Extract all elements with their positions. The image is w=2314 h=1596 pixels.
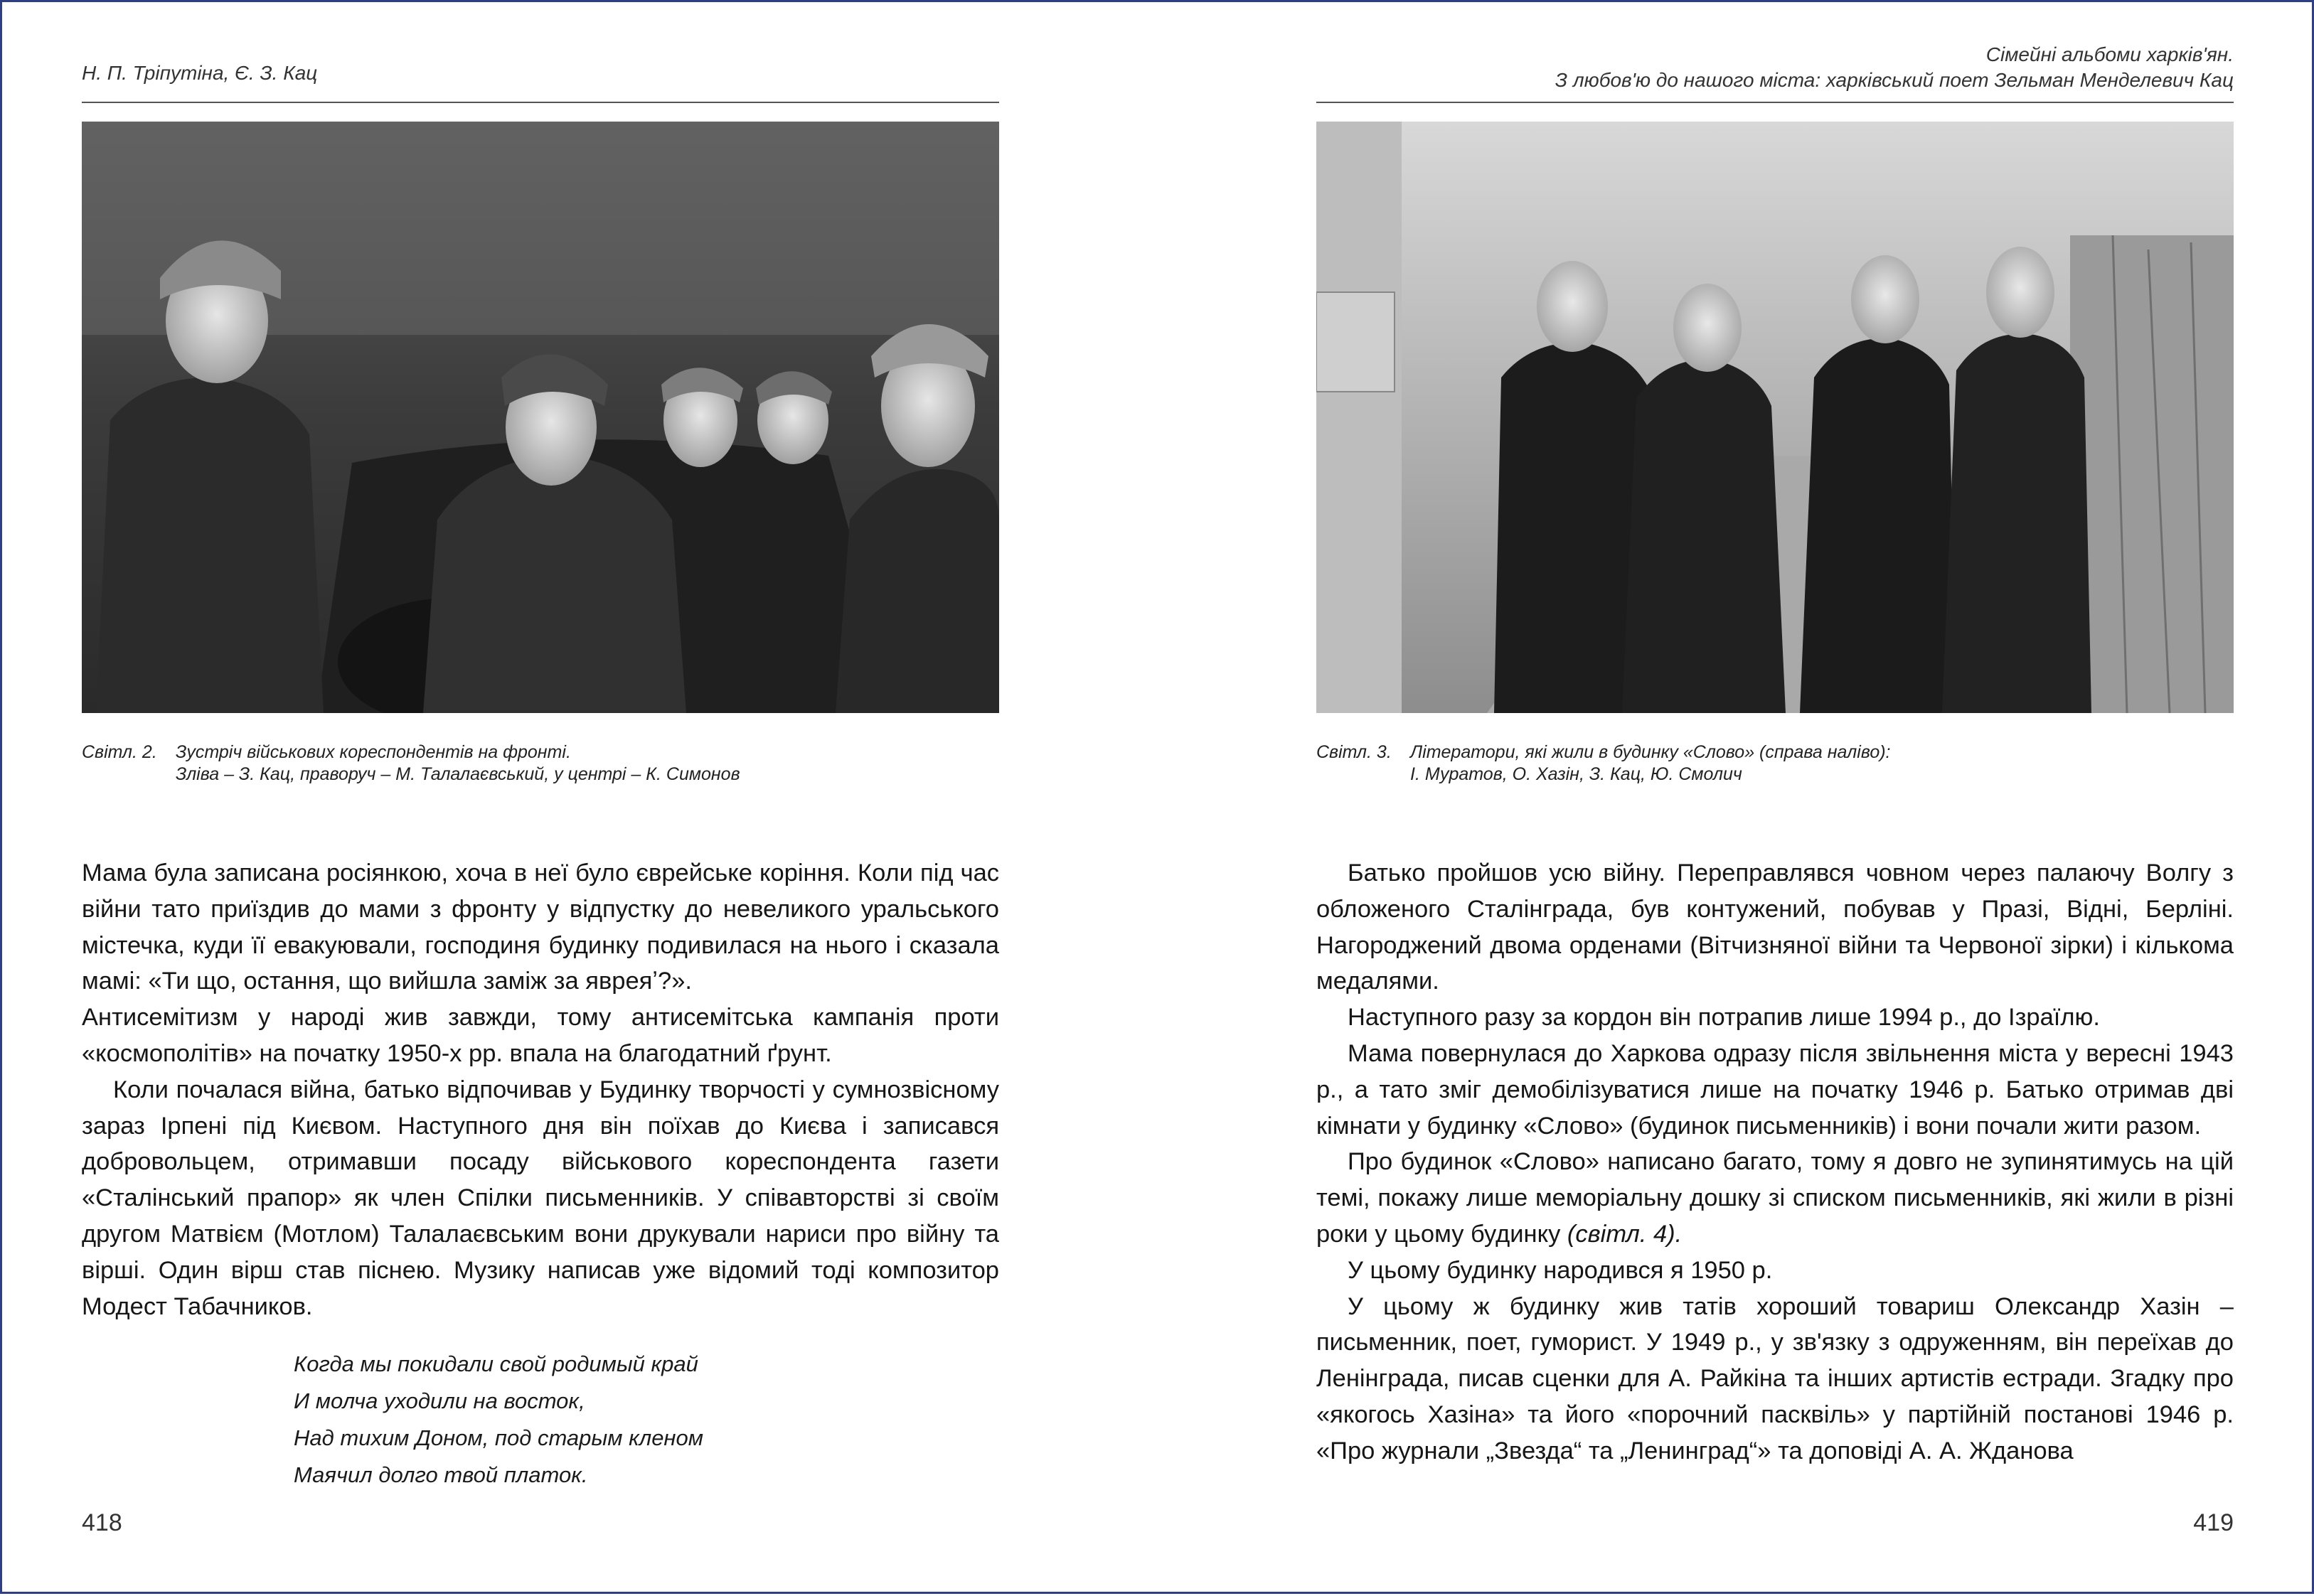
paragraph: Антисемітизм у народі жив завжди, тому антисемітська кампанія проти «космополітів» на початку 1950-х рр. впала на благодатний ґрунт. xyxy=(82,1004,999,1067)
photo-writers-slovo-house-image xyxy=(1316,122,2234,713)
photo-writers-slovo-house xyxy=(1316,122,2234,713)
caption-line: Літератори, які жили в будинку «Слово» (справа наліво): xyxy=(1410,742,1891,762)
left-page xyxy=(82,2,999,1596)
body-text-left xyxy=(82,855,999,1324)
verse-line: Над тихим Доном, под старым кленом xyxy=(294,1425,703,1450)
photo-war-correspondents-image xyxy=(82,122,999,713)
paragraph: У цьому будинку народився я 1950 р. xyxy=(1348,1256,1773,1284)
paragraph: Батько пройшов усю війну. Переправлявся човном через палаючу Волгу з обложеного Сталінграда, був контужений, побував у Празі, Відні, Берліні. Нагороджений двома орденами (Вітчизняної війни та Червоної зірки) і кількома медалями. xyxy=(1316,859,2234,995)
paragraph-with-ref xyxy=(1316,1144,2234,1252)
paragraph-text: Про будинок «Слово» написано багато, тому я довго не зупинятимусь на цій темі, покажу лише меморіальну дошку зі списком письменників, які жили в різні роки у цьому будинку xyxy=(1316,1148,2234,1248)
running-header-line: З любов'ю до нашого міста: харківський поет Зельман Менделевич Кац xyxy=(1555,69,2234,91)
photo-ref-link: (світл. 4). xyxy=(1567,1220,1683,1248)
running-header-left: Н. П. Тріпутіна, Є. З. Кац xyxy=(82,62,318,84)
caption-line: Зустріч військових кореспондентів на фронті. xyxy=(176,742,571,762)
header-rule-right xyxy=(1316,102,2234,103)
caption-photo-3 xyxy=(1316,741,2234,786)
paragraph: Мама повернулася до Харкова одразу після звільнення міста у вересні 1943 р., а тато зміг демобілізуватися лише на початку 1946 р. Батько отримав дві кімнати у будинку «Слово» (будинок письменників) і вони почали жити разом. xyxy=(1316,1039,2234,1140)
verse-line: И молча уходили на восток, xyxy=(294,1388,585,1413)
running-header-line: Сімейні альбоми харків'ян. xyxy=(1985,43,2234,65)
caption-label: Світл. 2. xyxy=(82,742,157,762)
body-text-right xyxy=(1316,855,2234,1469)
page-number-left: 418 xyxy=(82,1509,122,1536)
paragraph: Коли почалася війна, батько відпочивав у Будинку творчості у сумнозвісному зараз Ірпені під Києвом. Наступного дня він поїхав до Києва і записався добровольцем, отримавши посаду військового кореспондента газети «Сталінський прапор» як член Спілки письменників. У співавторстві зі своїм другом Матвієм (Мотлом) Талалаєвським вони друкували нариси про війну та вірші. Один вірш став піснею. Музику написав уже відомий тоді композитор Модест Табачников. xyxy=(82,1076,999,1320)
song-verse xyxy=(294,1346,934,1494)
caption-photo-2 xyxy=(82,741,999,786)
caption-line: І. Муратов, О. Хазін, З. Кац, Ю. Смолич xyxy=(1410,764,1742,784)
running-header-right xyxy=(1316,42,2234,93)
photo-war-correspondents xyxy=(82,122,999,713)
paragraph: Мама була записана росіянкою, хоча в неї було єврейське коріння. Коли під час війни тато приїздив до мами з фронту у відпустку до невеликого уральського містечка, куди її евакуювали, господиня будинку подивилася на нього і сказала мамі: «Ти що, остання, що вийшла заміж за явреяʼ?». xyxy=(82,859,999,995)
paragraph: Наступного разу за кордон він потрапив лише 1994 р., до Ізраїлю. xyxy=(1348,1004,2100,1032)
header-rule-left xyxy=(82,102,999,103)
verse-line: Маячил долго твой платок. xyxy=(294,1462,588,1487)
page-number-right: 419 xyxy=(2193,1509,2234,1536)
verse-line: Когда мы покидали свой родимый край xyxy=(294,1351,698,1376)
paragraph: У цьому ж будинку жив татів хороший товариш Олександр Хазін – письменник, поет, гуморист. У 1949 р., у зв'язку з одруженням, він переїхав до Ленінграда, писав сценки для А. Райкіна та інших артистів естради. Згадку про «якогось Хазіна» та його «порочний пасквіль» у партійній постанові 1946 р. «Про журнали „Звезда“ та „Ленинград“» та доповіді А. А. Жданова xyxy=(1316,1292,2234,1464)
caption-label: Світл. 3. xyxy=(1316,742,1392,762)
right-page xyxy=(1316,2,2234,1596)
caption-line: Зліва – З. Кац, праворуч – М. Талалаєвський, у центрі – К. Симонов xyxy=(176,764,740,784)
